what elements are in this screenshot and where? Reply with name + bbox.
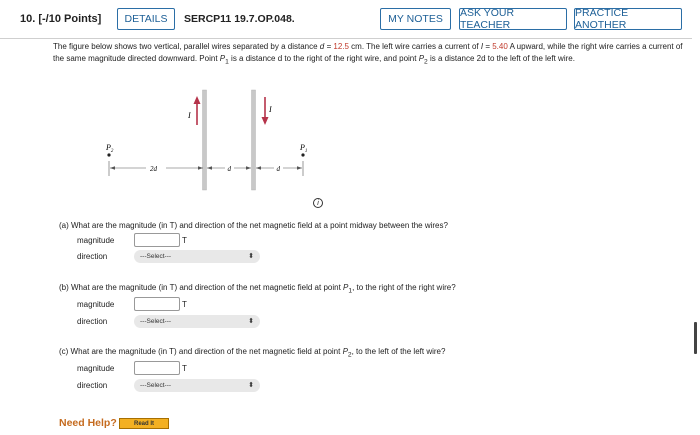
current-value: 5.40 [492, 42, 508, 51]
label-2d: 2d [150, 165, 157, 173]
my-notes-button[interactable]: MY NOTES [380, 8, 451, 30]
p2-label: $P_2$ [106, 143, 114, 154]
part-a-direction-select[interactable]: ---Select--- ⬍ [134, 250, 260, 263]
part-b-question: (b) What are the magnitude (in T) and direction of the net magnetic field at point $P_1$, to the right of the right wire? [59, 283, 456, 295]
part-a-magnitude-input[interactable] [134, 233, 180, 247]
need-help-label: Need Help? [59, 417, 117, 429]
p1-point [301, 153, 304, 156]
part-b-magnitude-input[interactable] [134, 297, 180, 311]
read-it-button[interactable]: Read It [119, 418, 169, 429]
problem-statement: The figure below shows two vertical, parallel wires separated by a distance d = 12.5 cm. The left wire carries a current of I = 5.40 A upward, while the right wire carries a current of the same magnitude directed downward. Point $P_1$ is a distance d to the right of the right wire, and point $P_2$ is a distance 2d to the left of the left wire. [53, 42, 683, 66]
question-number: 10. [-/10 Points] [20, 13, 102, 25]
part-b-direction-select[interactable]: ---Select--- ⬍ [134, 315, 260, 328]
part-b-direction-label: direction [77, 317, 108, 326]
label-d-right: d [276, 165, 280, 173]
practice-another-button[interactable]: PRACTICE ANOTHER [574, 8, 682, 30]
select-chevron-icon: ⬍ [248, 382, 254, 389]
part-c-magnitude-label: magnitude [77, 364, 115, 373]
part-c-unit: T [182, 364, 187, 373]
left-wire [203, 90, 207, 190]
label-d-middle: d [227, 165, 231, 173]
part-c-direction-select[interactable]: ---Select--- ⬍ [134, 379, 260, 392]
right-wire [252, 90, 256, 190]
details-button[interactable]: DETAILS [117, 8, 175, 30]
right-current-label: I [269, 105, 272, 114]
info-icon[interactable]: i [313, 198, 323, 208]
part-c-direction-label: direction [77, 381, 108, 390]
points-label: [-/10 Points] [38, 13, 102, 25]
part-b-unit: T [182, 300, 187, 309]
p2-point [107, 153, 110, 156]
ask-teacher-button[interactable]: ASK YOUR TEACHER [459, 8, 567, 30]
p1-label: $P_1$ [300, 143, 308, 154]
part-a-magnitude-label: magnitude [77, 236, 115, 245]
part-a-direction-label: direction [77, 252, 108, 261]
up-arrow-icon [194, 96, 201, 104]
part-c-magnitude-input[interactable] [134, 361, 180, 375]
course-code: SERCP11 19.7.OP.048. [184, 13, 295, 25]
select-chevron-icon: ⬍ [248, 253, 254, 260]
select-chevron-icon: ⬍ [248, 318, 254, 325]
distance-value: 12.5 [333, 42, 349, 51]
scrollbar[interactable] [694, 322, 697, 354]
part-a-unit: T [182, 236, 187, 245]
left-current-label: I [188, 111, 191, 120]
down-arrow-icon [262, 117, 269, 125]
part-a-question: (a) What are the magnitude (in T) and direction of the net magnetic field at a point midway between the wires? [59, 221, 448, 230]
part-b-magnitude-label: magnitude [77, 300, 115, 309]
part-c-question: (c) What are the magnitude (in T) and direction of the net magnetic field at point $P_2$, to the left of the left wire? [59, 347, 446, 359]
